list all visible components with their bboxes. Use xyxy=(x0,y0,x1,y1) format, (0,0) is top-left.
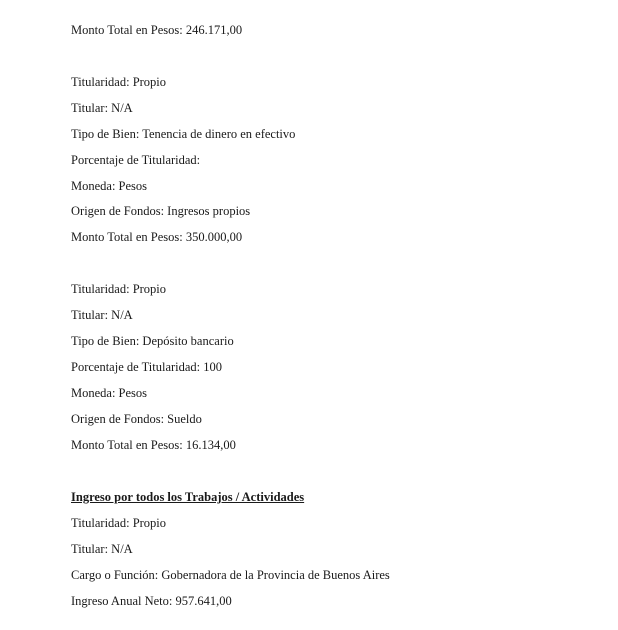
titular-line: Titular: N/A xyxy=(71,308,133,322)
porcentaje-titularidad-line: Porcentaje de Titularidad: 100 xyxy=(71,360,223,374)
titular-line: Titular: N/A xyxy=(71,542,133,556)
monto-total-line: Monto Total en Pesos: 16.134,00 xyxy=(71,438,236,452)
titularidad-line: Titularidad: Propio xyxy=(71,282,167,296)
tipo-de-bien-line: Tipo de Bien: Tenencia de dinero en efectivo xyxy=(71,127,296,141)
porcentaje-titularidad-line: Porcentaje de Titularidad: xyxy=(71,153,201,167)
origen-fondos-line: Origen de Fondos: Sueldo xyxy=(71,412,202,426)
tipo-de-bien-line: Tipo de Bien: Depósito bancario xyxy=(71,334,234,348)
section-heading-ingresos: Ingreso por todos los Trabajos / Actividades xyxy=(71,490,305,504)
moneda-line: Moneda: Pesos xyxy=(71,179,148,193)
origen-fondos-line: Origen de Fondos: Ingresos propios xyxy=(71,204,251,218)
titularidad-line: Titularidad: Propio xyxy=(71,516,167,530)
ingreso-anual-neto-line: Ingreso Anual Neto: 957.641,00 xyxy=(71,594,232,608)
titular-line: Titular: N/A xyxy=(71,101,133,115)
monto-total-line: Monto Total en Pesos: 350.000,00 xyxy=(71,230,243,244)
titularidad-line: Titularidad: Propio xyxy=(71,75,167,89)
moneda-line: Moneda: Pesos xyxy=(71,386,148,400)
cargo-funcion-line: Cargo o Función: Gobernadora de la Provincia de Buenos Aires xyxy=(71,568,390,582)
monto-total-line: Monto Total en Pesos: 246.171,00 xyxy=(71,23,243,37)
